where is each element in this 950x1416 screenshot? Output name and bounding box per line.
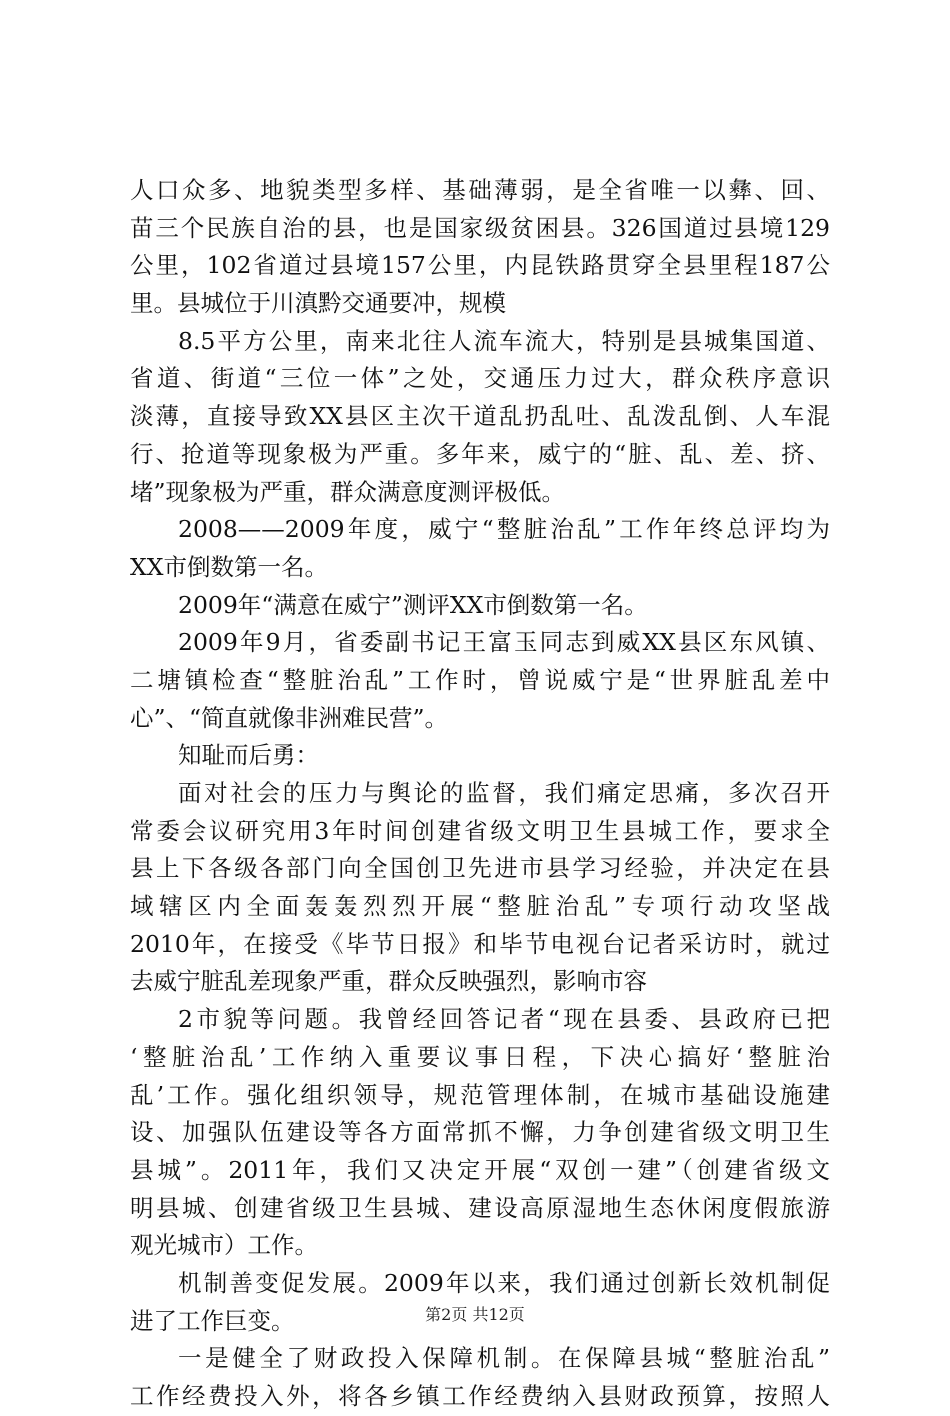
text-line: 常委会议研究用3年时间创建省级文明卫生县城工作，要求全: [130, 816, 830, 845]
text-line: ‘整脏治乱’工作纳入重要议事日程，下决心搞好‘整脏治: [130, 1042, 830, 1071]
text-line: 工作经费投入外，将各乡镇工作经费纳入县财政预算，按照人: [130, 1382, 830, 1410]
document-body: [130, 172, 830, 1416]
text-line: 公里，102省道过县境157公里，内昆铁路贯穿全县里程187公: [130, 251, 830, 280]
text-line: 域辖区内全面轰轰烈烈开展“整脏治乱”专项行动攻坚战: [130, 892, 830, 921]
text-line: 去威宁脏乱差现象严重，群众反映强烈，影响市容: [130, 967, 647, 996]
text-line: 心”、“简直就像非洲难民营”。: [130, 703, 449, 732]
text-line: 2009年9月，省委副书记王富玉同志到威XX县区东风镇、: [178, 628, 830, 657]
text-line: 面对社会的压力与舆论的监督，我们痛定思痛，多次召开: [178, 779, 830, 807]
text-line: XX市倒数第一名。: [130, 552, 328, 581]
text-line: 苗三个民族自治的县，也是国家级贫困县。326国道过县境129: [130, 213, 830, 242]
text-line: 县城”。2011年，我们又决定开展“双创一建”（创建省级文: [130, 1155, 830, 1184]
text-line: 2009年“满意在威宁”测评XX市倒数第一名。: [178, 590, 648, 619]
text-line: 观光城市）工作。: [130, 1231, 318, 1260]
text-line: 8.5平方公里，南来北往人流车流大，特别是县城集国道、: [178, 326, 830, 355]
text-line: 县上下各级各部门向全国创卫先进市县学习经验，并决定在县: [130, 854, 830, 883]
text-line: 知耻而后勇：: [178, 741, 319, 770]
text-line: 省道、街道“三位一体”之处，交通压力过大，群众秩序意识: [130, 364, 830, 393]
text-line: 堵”现象极为严重，群众满意度测评极低。: [130, 477, 566, 506]
text-line: 一是健全了财政投入保障机制。在保障县城“整脏治乱”: [178, 1344, 830, 1373]
text-line: 2市貌等问题。我曾经回答记者“现在县委、县政府已把: [178, 1005, 830, 1034]
text-line: 设、加强队伍建设等各方面常抓不懈，力争创建省级文明卫生: [130, 1118, 830, 1147]
text-line: 明县城、创建省级卫生县城、建设高原湿地生态休闲度假旅游: [130, 1193, 830, 1222]
text-line: 人口众多、地貌类型多样、基础薄弱，是全省唯一以彝、回、: [130, 176, 830, 204]
text-line: 2008——2009年度，威宁“整脏治乱”工作年终总评均为: [178, 515, 830, 544]
text-line: 行、抢道等现象极为严重。多年来，威宁的“脏、乱、差、挤、: [130, 439, 830, 468]
page-footer: 第2页 共12页: [425, 1305, 525, 1324]
text-line: 二塘镇检查“整脏治乱”工作时，曾说威宁是“世界脏乱差中: [130, 665, 830, 694]
text-line: 进了工作巨变。: [130, 1306, 295, 1335]
text-line: 淡薄，直接导致XX县区主次干道乱扔乱吐、乱泼乱倒、人车混: [130, 402, 830, 431]
text-line: 2010年，在接受《毕节日报》和毕节电视台记者采访时，就过: [130, 929, 830, 958]
text-line: 机制善变促发展。2009年以来，我们通过创新长效机制促: [178, 1268, 830, 1297]
text-line: 里。县城位于川滇黔交通要冲，规模: [130, 289, 506, 318]
text-line: 乱’工作。强化组织领导，规范管理体制，在城市基础设施建: [130, 1080, 830, 1109]
